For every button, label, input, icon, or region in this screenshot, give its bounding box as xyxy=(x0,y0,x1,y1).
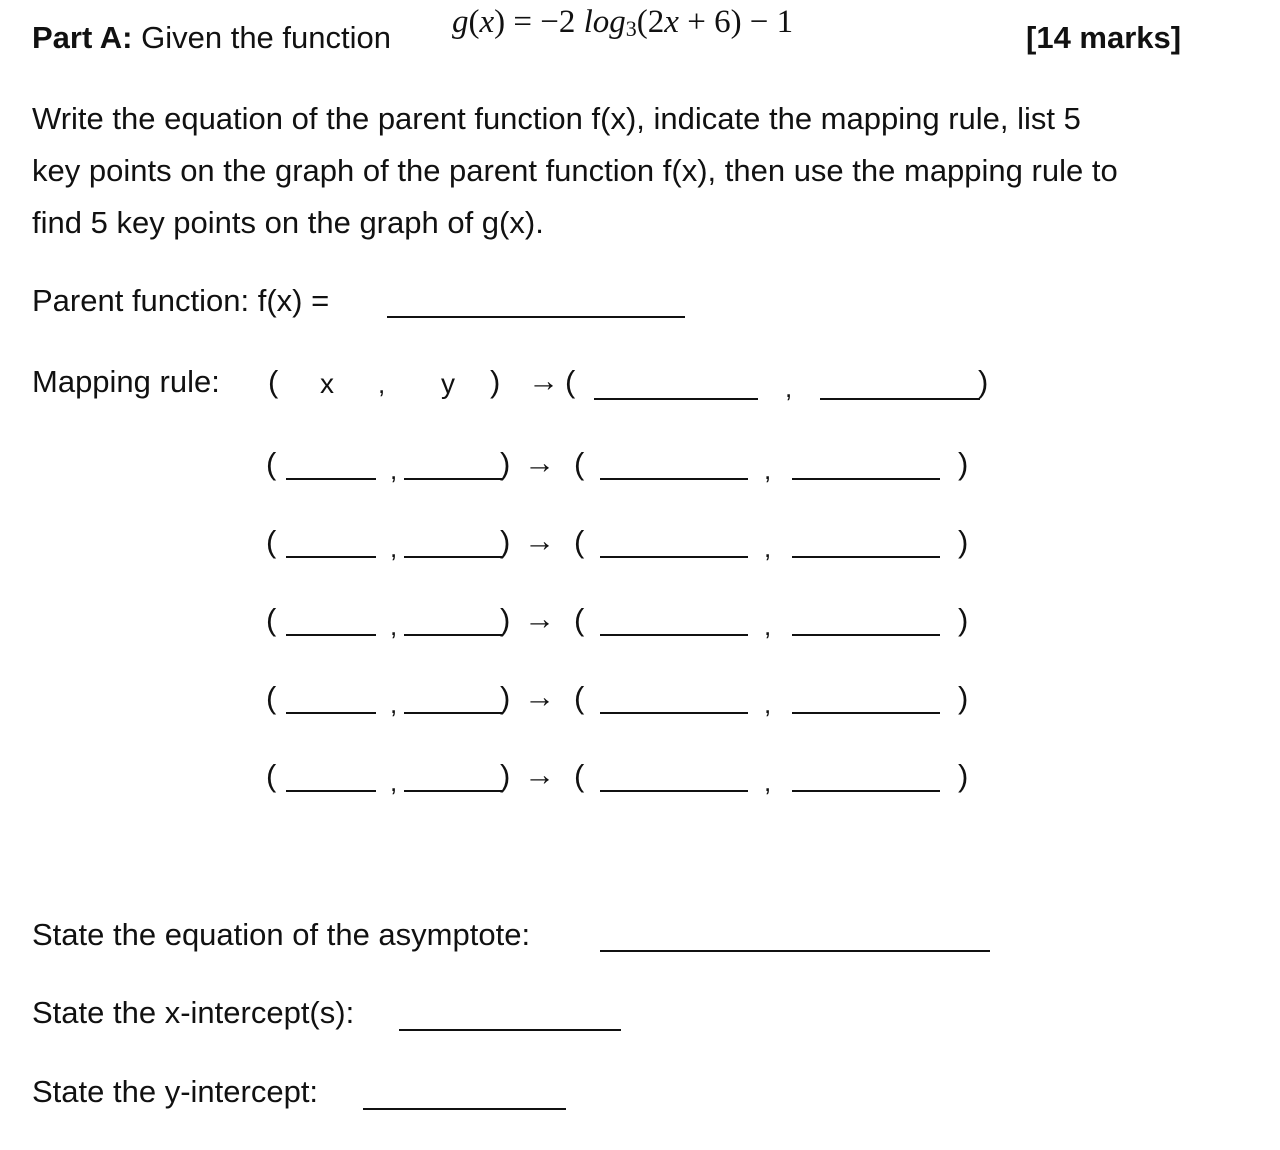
row-image-open-paren: ( xyxy=(574,680,585,715)
part-heading xyxy=(32,20,391,56)
row-image-comma: , xyxy=(764,455,772,485)
g-x-blank[interactable] xyxy=(600,790,748,792)
row-close-paren: ) xyxy=(500,602,511,637)
instruction-line-2: key points on the graph of the parent function f(x), then use the mapping rule to xyxy=(32,153,1118,188)
row-open-paren: ( xyxy=(266,602,277,637)
mapping-image-comma: , xyxy=(785,373,793,403)
function-g-equation: g(x) = −2 $\log_3(2x + 6) - 1$ xyxy=(452,4,794,41)
row-open-paren: ( xyxy=(266,524,277,559)
row-image-comma: , xyxy=(764,689,772,719)
f-y-blank[interactable] xyxy=(404,790,502,792)
arrow-icon: → xyxy=(524,757,555,792)
y-intercept-question: State the y-intercept: xyxy=(32,1074,319,1109)
mapping-x-blank[interactable] xyxy=(594,398,758,400)
mapping-rule-label: Mapping rule: xyxy=(32,364,220,399)
f-x-blank[interactable] xyxy=(286,712,376,714)
row-image-comma: , xyxy=(764,611,772,641)
row-comma: , xyxy=(390,689,398,719)
asymptote-blank[interactable] xyxy=(600,950,990,952)
row-image-open-paren: ( xyxy=(574,446,585,481)
f-y-blank[interactable] xyxy=(404,556,502,558)
f-x-blank[interactable] xyxy=(286,634,376,636)
row-close-paren: ) xyxy=(500,446,511,481)
x-intercept-question: State the x-intercept(s): xyxy=(32,995,355,1030)
row-comma: , xyxy=(390,455,398,485)
row-image-close-paren: ) xyxy=(958,680,969,715)
row-comma: , xyxy=(390,767,398,797)
part-text: Given the function xyxy=(141,20,391,55)
asymptote-question: State the equation of the asymptote: xyxy=(32,917,531,952)
y-intercept-blank[interactable] xyxy=(363,1108,566,1110)
mapping-y-var: y xyxy=(441,368,455,399)
row-close-paren: ) xyxy=(500,524,511,559)
f-x-blank[interactable] xyxy=(286,478,376,480)
parent-function-blank[interactable] xyxy=(387,316,685,318)
row-image-close-paren: ) xyxy=(958,524,969,559)
mapping-y-blank[interactable] xyxy=(820,398,980,400)
arrow-icon: → xyxy=(528,363,559,398)
row-image-comma: , xyxy=(764,533,772,563)
row-image-close-paren: ) xyxy=(958,602,969,637)
f-y-blank[interactable] xyxy=(404,478,502,480)
g-x-blank[interactable] xyxy=(600,634,748,636)
instruction-line-1: Write the equation of the parent function f(x), indicate the mapping rule, list 5 xyxy=(32,101,1081,136)
marks-label: [14 marks] xyxy=(1026,20,1182,55)
x-intercept-blank[interactable] xyxy=(399,1029,621,1031)
arrow-icon: → xyxy=(524,445,555,480)
g-y-blank[interactable] xyxy=(792,634,940,636)
row-open-paren: ( xyxy=(266,680,277,715)
g-x-blank[interactable] xyxy=(600,478,748,480)
mapping-image-close-paren: ) xyxy=(978,364,989,399)
row-image-open-paren: ( xyxy=(574,758,585,793)
f-x-blank[interactable] xyxy=(286,790,376,792)
row-image-open-paren: ( xyxy=(574,524,585,559)
row-comma: , xyxy=(390,611,398,641)
f-y-blank[interactable] xyxy=(404,634,502,636)
g-y-blank[interactable] xyxy=(792,712,940,714)
row-image-comma: , xyxy=(764,767,772,797)
f-y-blank[interactable] xyxy=(404,712,502,714)
row-close-paren: ) xyxy=(500,758,511,793)
row-image-open-paren: ( xyxy=(574,602,585,637)
f-x-blank[interactable] xyxy=(286,556,376,558)
mapping-open-paren: ( xyxy=(268,364,279,399)
row-open-paren: ( xyxy=(266,758,277,793)
g-y-blank[interactable] xyxy=(792,556,940,558)
row-close-paren: ) xyxy=(500,680,511,715)
g-y-blank[interactable] xyxy=(792,790,940,792)
row-image-close-paren: ) xyxy=(958,758,969,793)
mapping-comma: , xyxy=(378,369,386,399)
row-image-close-paren: ) xyxy=(958,446,969,481)
arrow-icon: → xyxy=(524,679,555,714)
mapping-close-paren: ) xyxy=(490,364,501,399)
row-comma: , xyxy=(390,533,398,563)
row-open-paren: ( xyxy=(266,446,277,481)
instruction-line-3: find 5 key points on the graph of g(x). xyxy=(32,205,544,240)
parent-function-label: Parent function: f(x) = xyxy=(32,283,330,318)
arrow-icon: → xyxy=(524,601,555,636)
part-label: Part A: xyxy=(32,20,133,55)
g-y-blank[interactable] xyxy=(792,478,940,480)
arrow-icon: → xyxy=(524,523,555,558)
g-x-blank[interactable] xyxy=(600,556,748,558)
mapping-x-var: x xyxy=(320,368,334,399)
mapping-image-open-paren: ( xyxy=(565,364,576,399)
g-x-blank[interactable] xyxy=(600,712,748,714)
